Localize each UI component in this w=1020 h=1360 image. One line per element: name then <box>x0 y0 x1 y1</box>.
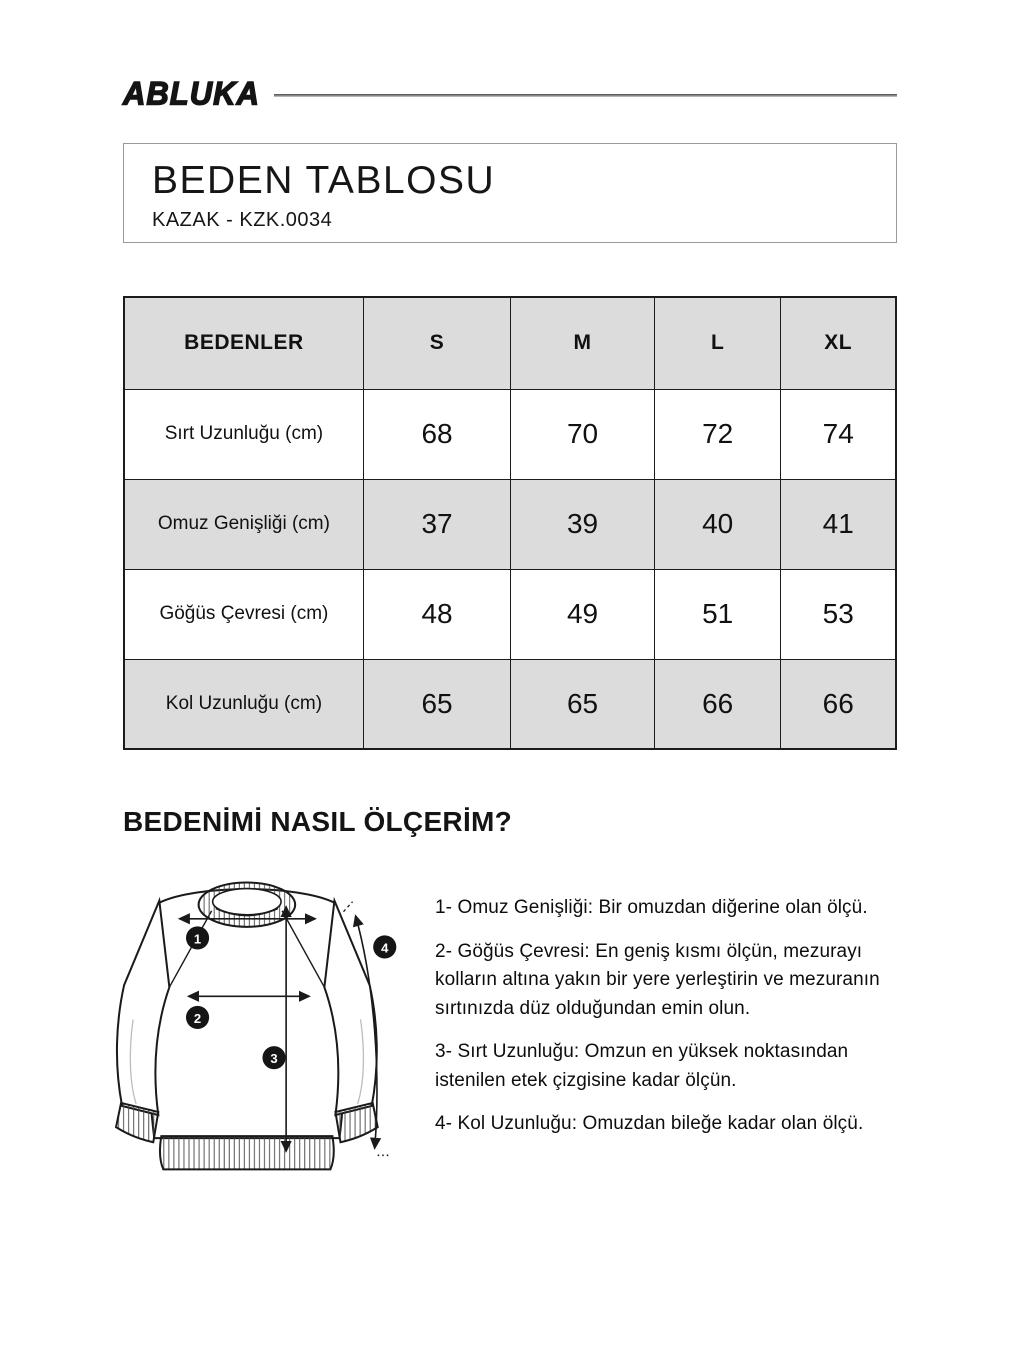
column-header-l: L <box>654 297 781 389</box>
cell-value: 48 <box>363 569 510 659</box>
marker-badge-4 <box>373 935 396 958</box>
cell-value: 49 <box>511 569 655 659</box>
sweater-illustration <box>111 868 423 1196</box>
cell-value: 66 <box>781 659 896 749</box>
hem-ribbing <box>160 1136 334 1169</box>
table-row <box>124 479 896 569</box>
column-header-s: S <box>363 297 510 389</box>
column-header-xl: XL <box>781 297 896 389</box>
cell-value: 40 <box>654 479 781 569</box>
svg-text:1: 1 <box>193 931 202 947</box>
cell-value: 37 <box>363 479 510 569</box>
table-row <box>124 659 896 749</box>
sweater-diagram <box>111 868 423 1201</box>
instruction-sleeve-length: 4- Kol Uzunluğu: Omuzdan bileğe kadar olan ölçü. <box>435 1113 864 1134</box>
column-header-bedenler: BEDENLER <box>124 297 363 389</box>
instruction-back-length: 3- Sırt Uzunluğu: Omzun en yüksek noktasından istenilen etek çizgisine kadar ölçün. <box>435 1041 849 1091</box>
measure-diagram-section <box>123 868 897 1201</box>
cell-value: 65 <box>511 659 655 749</box>
size-chart-page <box>123 0 897 1201</box>
brand-logo: ABLUKA <box>123 75 260 112</box>
size-table-header-row <box>124 297 896 389</box>
instruction-shoulder-width: 1- Omuz Genişliği: Bir omuzdan diğerine olan ölçü. <box>435 897 868 918</box>
row-label-sirt-uzunlugu: Sırt Uzunluğu (cm) <box>124 389 363 479</box>
brand-divider-line <box>274 94 897 97</box>
size-table <box>123 296 897 750</box>
product-code: KAZAK - KZK.0034 <box>152 209 333 231</box>
row-label-kol-uzunlugu: Kol Uzunluğu (cm) <box>124 659 363 749</box>
svg-text:2: 2 <box>193 1010 202 1026</box>
column-header-m: M <box>511 297 655 389</box>
cell-value: 68 <box>363 389 510 479</box>
instruction-chest: 2- Göğüs Çevresi: En geniş kısmı ölçün, mezurayı kolların altına yakın bir yere yerleştirin ve mezuranın sırtınızda düz olduğundan emin olun. <box>435 940 880 1019</box>
cell-value: 70 <box>511 389 655 479</box>
table-row <box>124 569 896 659</box>
svg-text:3: 3 <box>270 1051 278 1067</box>
measure-section-heading: BEDENİMİ NASIL ÖLÇERİM? <box>123 806 513 837</box>
table-row <box>124 389 896 479</box>
collar-opening <box>213 889 281 915</box>
cell-value: 53 <box>781 569 896 659</box>
svg-text:4: 4 <box>381 940 389 956</box>
marker-badge-3 <box>262 1046 285 1069</box>
cell-value: 39 <box>511 479 655 569</box>
marker-badge-2 <box>186 1006 209 1029</box>
cell-value: 74 <box>781 389 896 479</box>
cell-value: 41 <box>781 479 896 569</box>
cell-value: 72 <box>654 389 781 479</box>
row-label-gogus-cevresi: Göğüs Çevresi (cm) <box>124 569 363 659</box>
measure-instructions <box>423 868 897 1154</box>
sleeve-arrow-tick-top <box>343 902 352 912</box>
brand-header <box>123 76 897 112</box>
cell-value: 51 <box>654 569 781 659</box>
cell-value: 66 <box>654 659 781 749</box>
page-title: BEDEN TABLOSU <box>152 159 496 202</box>
cell-value: 65 <box>363 659 510 749</box>
row-label-omuz-genisligi: Omuz Genişliği (cm) <box>124 479 363 569</box>
marker-badge-1 <box>186 926 209 949</box>
title-box <box>123 143 897 243</box>
